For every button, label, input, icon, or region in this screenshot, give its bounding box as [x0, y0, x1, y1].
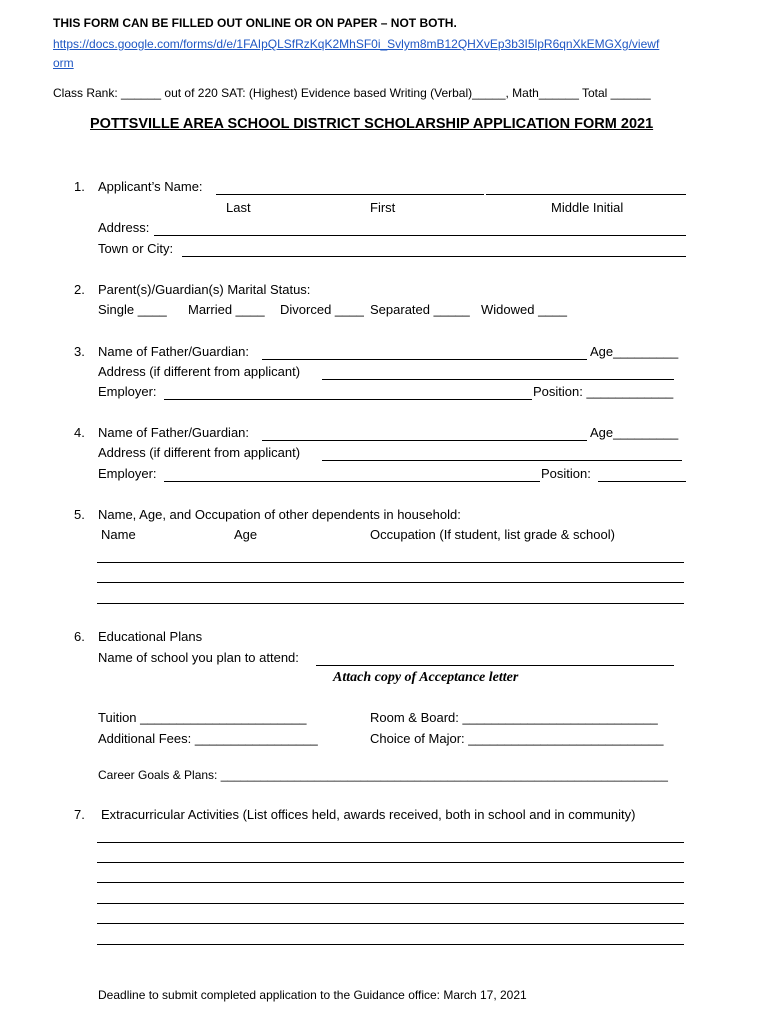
school-label: Name of school you plan to attend: [98, 650, 299, 665]
extracurricular-line[interactable] [97, 903, 684, 904]
guardian-age-field[interactable]: Age_________ [590, 344, 679, 359]
deadline-note: Deadline to submit completed application to the Guidance office: March 17, 2021 [98, 988, 527, 1002]
q4-number: 4. [74, 425, 85, 440]
acceptance-letter-note: Attach copy of Acceptance letter [333, 670, 519, 685]
form-notice: THIS FORM CAN BE FILLED OUT ONLINE OR ON PAPER – NOT BOTH. [53, 16, 457, 30]
position-field[interactable]: Position: ____________ [533, 384, 674, 399]
middle-initial-caption: Middle Initial [551, 200, 624, 215]
father-guardian-field-2[interactable] [262, 440, 587, 441]
class-rank-sat-line [53, 86, 651, 100]
last-name-caption: Last [226, 200, 251, 215]
employer-field[interactable] [164, 399, 532, 400]
extracurricular-line[interactable] [97, 944, 684, 945]
status-married[interactable]: Married ____ [188, 302, 265, 317]
sat-scores-label[interactable]: out of 220 SAT: (Highest) Evidence based Writing (Verbal)_____, Math______ Total ______ [161, 86, 651, 100]
dependents-line[interactable] [97, 603, 684, 604]
extracurricular-line[interactable] [97, 923, 684, 924]
extracurricular-line[interactable] [97, 862, 684, 863]
employer-label: Employer: [98, 384, 157, 399]
first-name-caption: First [370, 200, 396, 215]
marital-status-label: Parent(s)/Guardian(s) Marital Status: [98, 282, 311, 297]
tuition-field[interactable]: Tuition _______________________ [98, 710, 307, 725]
town-label: Town or City: [98, 241, 174, 256]
position-label-2: Position: [541, 466, 591, 481]
q3-number: 3. [74, 344, 85, 359]
dependents-col-age: Age [234, 527, 258, 542]
dependents-col-occupation: Occupation (If student, list grade & school) [370, 527, 615, 542]
major-field[interactable]: Choice of Major: ___________________________ [370, 731, 664, 746]
position-field-2[interactable] [598, 481, 686, 482]
father-guardian-field[interactable] [262, 359, 587, 360]
employer-label-2: Employer: [98, 466, 157, 481]
status-separated[interactable]: Separated _____ [370, 302, 470, 317]
career-goals-field[interactable]: Career Goals & Plans: ___________________________________________________________________ [98, 768, 668, 782]
status-widowed[interactable]: Widowed ____ [481, 302, 567, 317]
educational-plans-label: Educational Plans [98, 629, 203, 644]
q6-number: 6. [74, 629, 85, 644]
guardian-address-field-2[interactable] [322, 460, 682, 461]
address-label: Address: [98, 220, 150, 235]
q5-number: 5. [74, 507, 85, 522]
extracurricular-line[interactable] [97, 842, 684, 843]
applicant-first-middle-field[interactable] [486, 194, 686, 195]
q7-number: 7. [74, 807, 85, 822]
dependents-col-name: Name [101, 527, 136, 542]
google-form-link[interactable]: https://docs.google.com/forms/d/e/1FAIpQLSfRzKqK2MhSF0i_Svlym8mB12QHXvEp3b3I5lpR6qnXkEMGXg/viewf [53, 37, 660, 51]
class-rank-blank[interactable]: ______ [121, 86, 162, 100]
address-field[interactable] [154, 235, 686, 236]
dependents-line[interactable] [97, 562, 684, 563]
status-single[interactable]: Single ____ [98, 302, 167, 317]
additional-fees-field[interactable]: Additional Fees: _________________ [98, 731, 318, 746]
room-board-field[interactable]: Room & Board: ___________________________ [370, 710, 658, 725]
applicant-last-name-field[interactable] [216, 194, 484, 195]
employer-field-2[interactable] [164, 481, 540, 482]
father-guardian-label: Name of Father/Guardian: [98, 344, 250, 359]
dependents-label: Name, Age, and Occupation of other dependents in household: [98, 507, 461, 522]
dependents-line[interactable] [97, 582, 684, 583]
page-title: POTTSVILLE AREA SCHOOL DISTRICT SCHOLARSHIP APPLICATION FORM 2021 [90, 116, 654, 132]
town-field[interactable] [182, 256, 686, 257]
q2-number: 2. [74, 282, 85, 297]
extracurricular-line[interactable] [97, 882, 684, 883]
guardian-address-field[interactable] [322, 379, 674, 380]
father-guardian-label-2: Name of Father/Guardian: [98, 425, 250, 440]
guardian-address-label: Address (if different from applicant) [98, 364, 301, 379]
applicant-name-label: Applicant’s Name: [98, 179, 203, 194]
guardian-age-field-2[interactable]: Age_________ [590, 425, 679, 440]
guardian-address-label-2: Address (if different from applicant) [98, 445, 301, 460]
status-divorced[interactable]: Divorced ____ [280, 302, 364, 317]
google-form-link-continued[interactable]: orm [53, 56, 74, 70]
class-rank-label: Class Rank: [53, 86, 122, 100]
q1-number: 1. [74, 179, 85, 194]
extracurricular-label: Extracurricular Activities (List offices held, awards received, both in school and in community) [101, 807, 636, 822]
school-field[interactable] [316, 665, 674, 666]
